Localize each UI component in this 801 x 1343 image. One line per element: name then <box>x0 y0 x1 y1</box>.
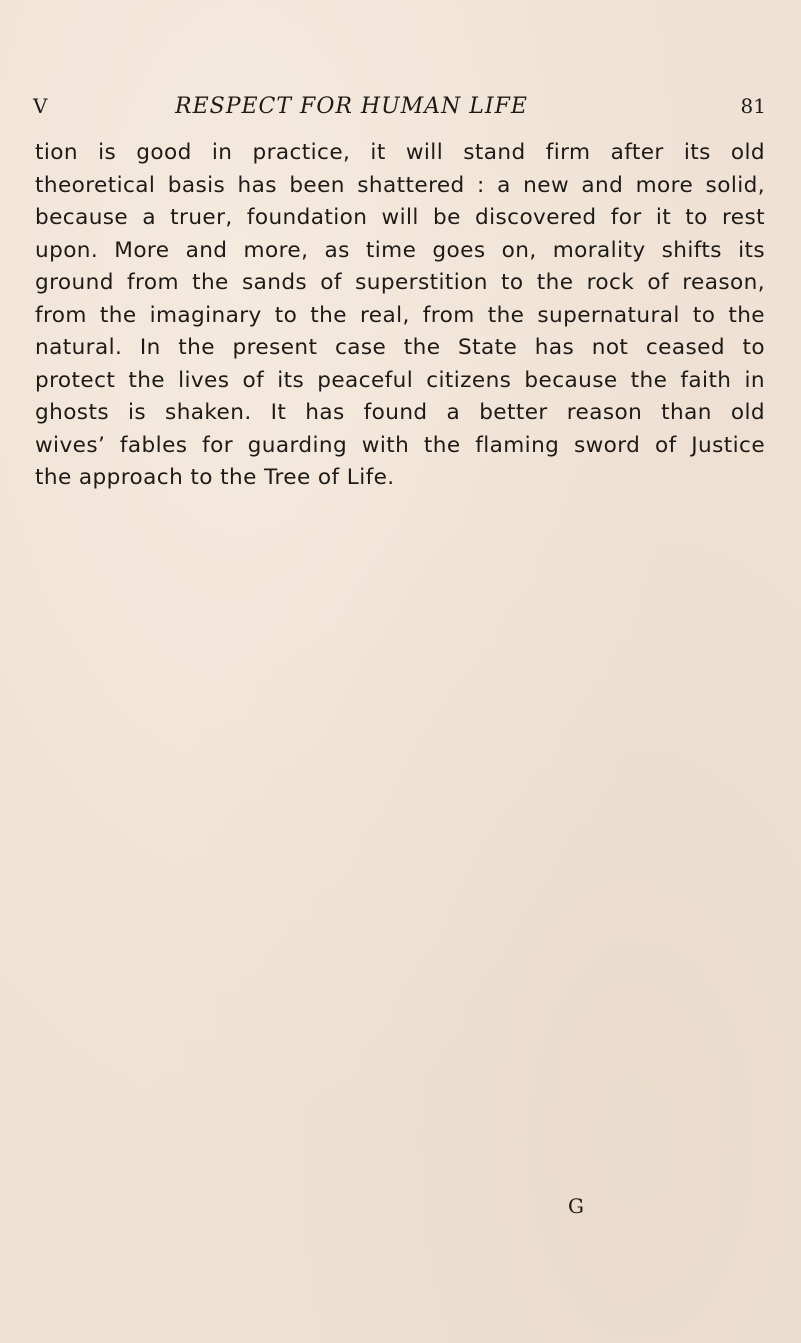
text-line: because a truer, foundation will be discovered for it to rest <box>35 205 765 230</box>
text-line: theoretical basis has been shattered : a new and more solid, <box>35 172 765 198</box>
body-paragraph <box>35 137 765 495</box>
page-number: 81 <box>740 94 766 118</box>
text-line: from the imaginary to the real, from the supernatural to the <box>35 302 765 328</box>
chapter-number: V <box>33 94 48 118</box>
text-line: ground from the sands of superstition to the rock of reason, <box>35 270 765 295</box>
text-line: natural. In the present case the State has not ceased to <box>35 335 765 360</box>
text-line: ghosts is shaken. It has found a better reason than old <box>35 400 765 425</box>
running-title: RESPECT FOR HUMAN LIFE <box>175 94 528 119</box>
text-line: upon. More and more, as time goes on, morality shifts its <box>35 237 765 263</box>
signature-mark: G <box>568 1194 584 1218</box>
text-line: the approach to the Tree of Life. <box>35 465 395 490</box>
text-line: protect the lives of its peaceful citizens because the faith in <box>35 367 765 393</box>
running-head <box>33 94 766 124</box>
text-line: tion is good in practice, it will stand firm after its old <box>35 140 765 165</box>
text-line: wives’ fables for guarding with the flaming sword of Justice <box>35 432 765 458</box>
